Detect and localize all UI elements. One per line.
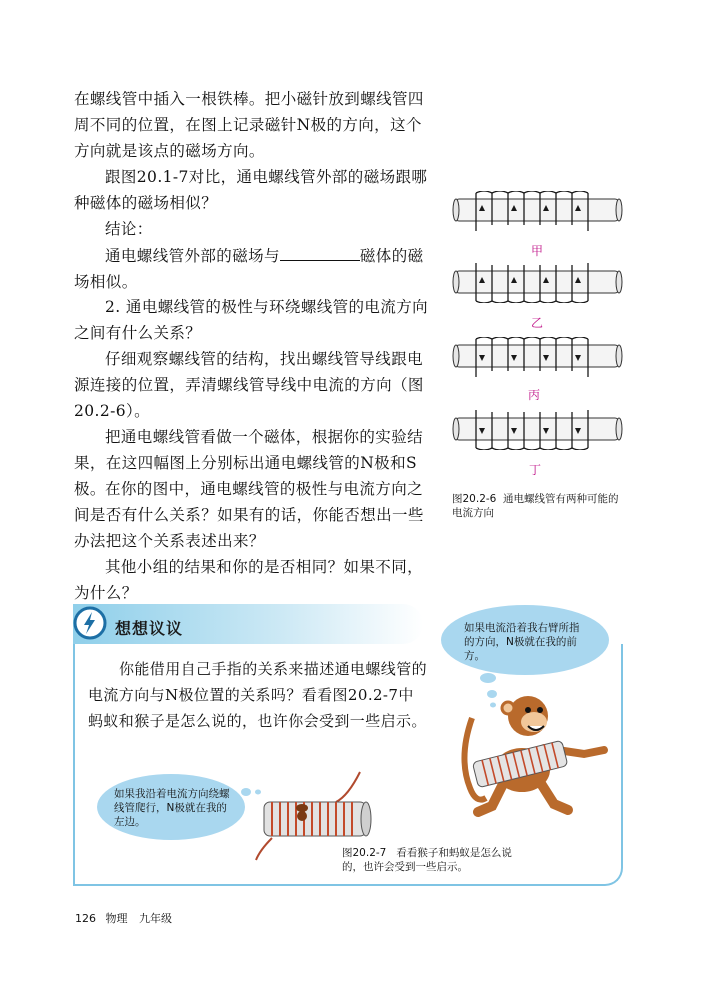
conclusion-after: 磁体的磁场相似。 <box>74 247 424 291</box>
ant-speech: 如果我沿着电流方向绕螺线管爬行，N极就在我的左边。 <box>114 788 230 828</box>
paragraph-label-poles: 把通电螺线管看做一个磁体，根据你的实验结果，在这四幅图上分别标出通电螺线管的N极和S极。 <box>74 428 424 498</box>
solenoid-bing <box>452 337 624 377</box>
paragraph-observe: 仔细观察螺线管的结构，找出螺线管导线跟电源连接的位置，弄清螺线管导线中电流的方向（图20.2-6）。 <box>74 350 424 420</box>
paragraph-conclusion-label: 结论： <box>105 220 153 238</box>
fill-in-blank[interactable] <box>280 242 360 261</box>
figure-20-2-7-caption <box>342 846 514 874</box>
paragraph-question-2: 2. 通电螺线管的极性与环绕螺线管的电流方向之间有什么关系？ <box>74 298 429 342</box>
conclusion-before: 通电螺线管外部的磁场与 <box>105 247 280 265</box>
footer-subject: 物理 <box>105 912 128 925</box>
page-footer <box>75 910 172 926</box>
discussion-title: 想想议议 <box>115 619 184 638</box>
solenoid-jia <box>452 191 624 231</box>
caption-text: 通电螺线管有两种可能的电流方向 <box>452 493 619 519</box>
caption-number: 图20.2-6 <box>452 493 497 505</box>
figure-label-jia: 甲 <box>530 244 543 258</box>
discussion-text: 你能借用自己手指的关系来描述通电螺线管的电流方向与N极位置的关系吗？看看图20.2-7中蚂蚁和猴子是怎么说的，也许你会受到一些启示。 <box>88 660 428 730</box>
paragraph-compare-groups: 其他小组的结果和你的是否相同？如果不同，为什么？ <box>74 558 424 602</box>
paragraph-relationship: 在你的图中，通电螺线管的极性与电流方向之间是否有什么关系？如果有的话，你能否想出一些办法把这个关系表述出来？ <box>74 480 424 550</box>
figure-20-2-6-caption <box>452 492 622 520</box>
caption-number-2: 图20.2-7 <box>342 847 387 859</box>
paragraph-conclusion <box>74 242 434 295</box>
figure-label-yi: 乙 <box>530 316 543 330</box>
solenoid-ding <box>452 410 624 450</box>
solenoid-yi <box>452 263 624 303</box>
paragraph-iron-rod: 在螺线管中插入一根铁棒。把小磁针放到螺线管四周不同的位置，在图上记录磁针N极的方向，这个方向就是该点的磁场方向。 <box>74 90 424 160</box>
paragraph-compare: 跟图20.1-7对比，通电螺线管外部的磁场跟哪种磁体的磁场相似？ <box>74 168 428 212</box>
discussion-lightning-icon <box>73 606 107 640</box>
monkey-speech: 如果电流沿着我右臂所指的方向，N极就在我的前方。 <box>464 622 580 662</box>
figure-label-ding: 丁 <box>528 463 541 477</box>
page-number: 126 <box>75 912 96 925</box>
figure-label-bing: 丙 <box>527 388 540 402</box>
footer-grade: 九年级 <box>139 912 172 925</box>
caption-text-2: 看看猴子和蚂蚁是怎么说的，也许会受到一些启示。 <box>342 847 512 873</box>
monkey-illustration <box>456 678 612 820</box>
